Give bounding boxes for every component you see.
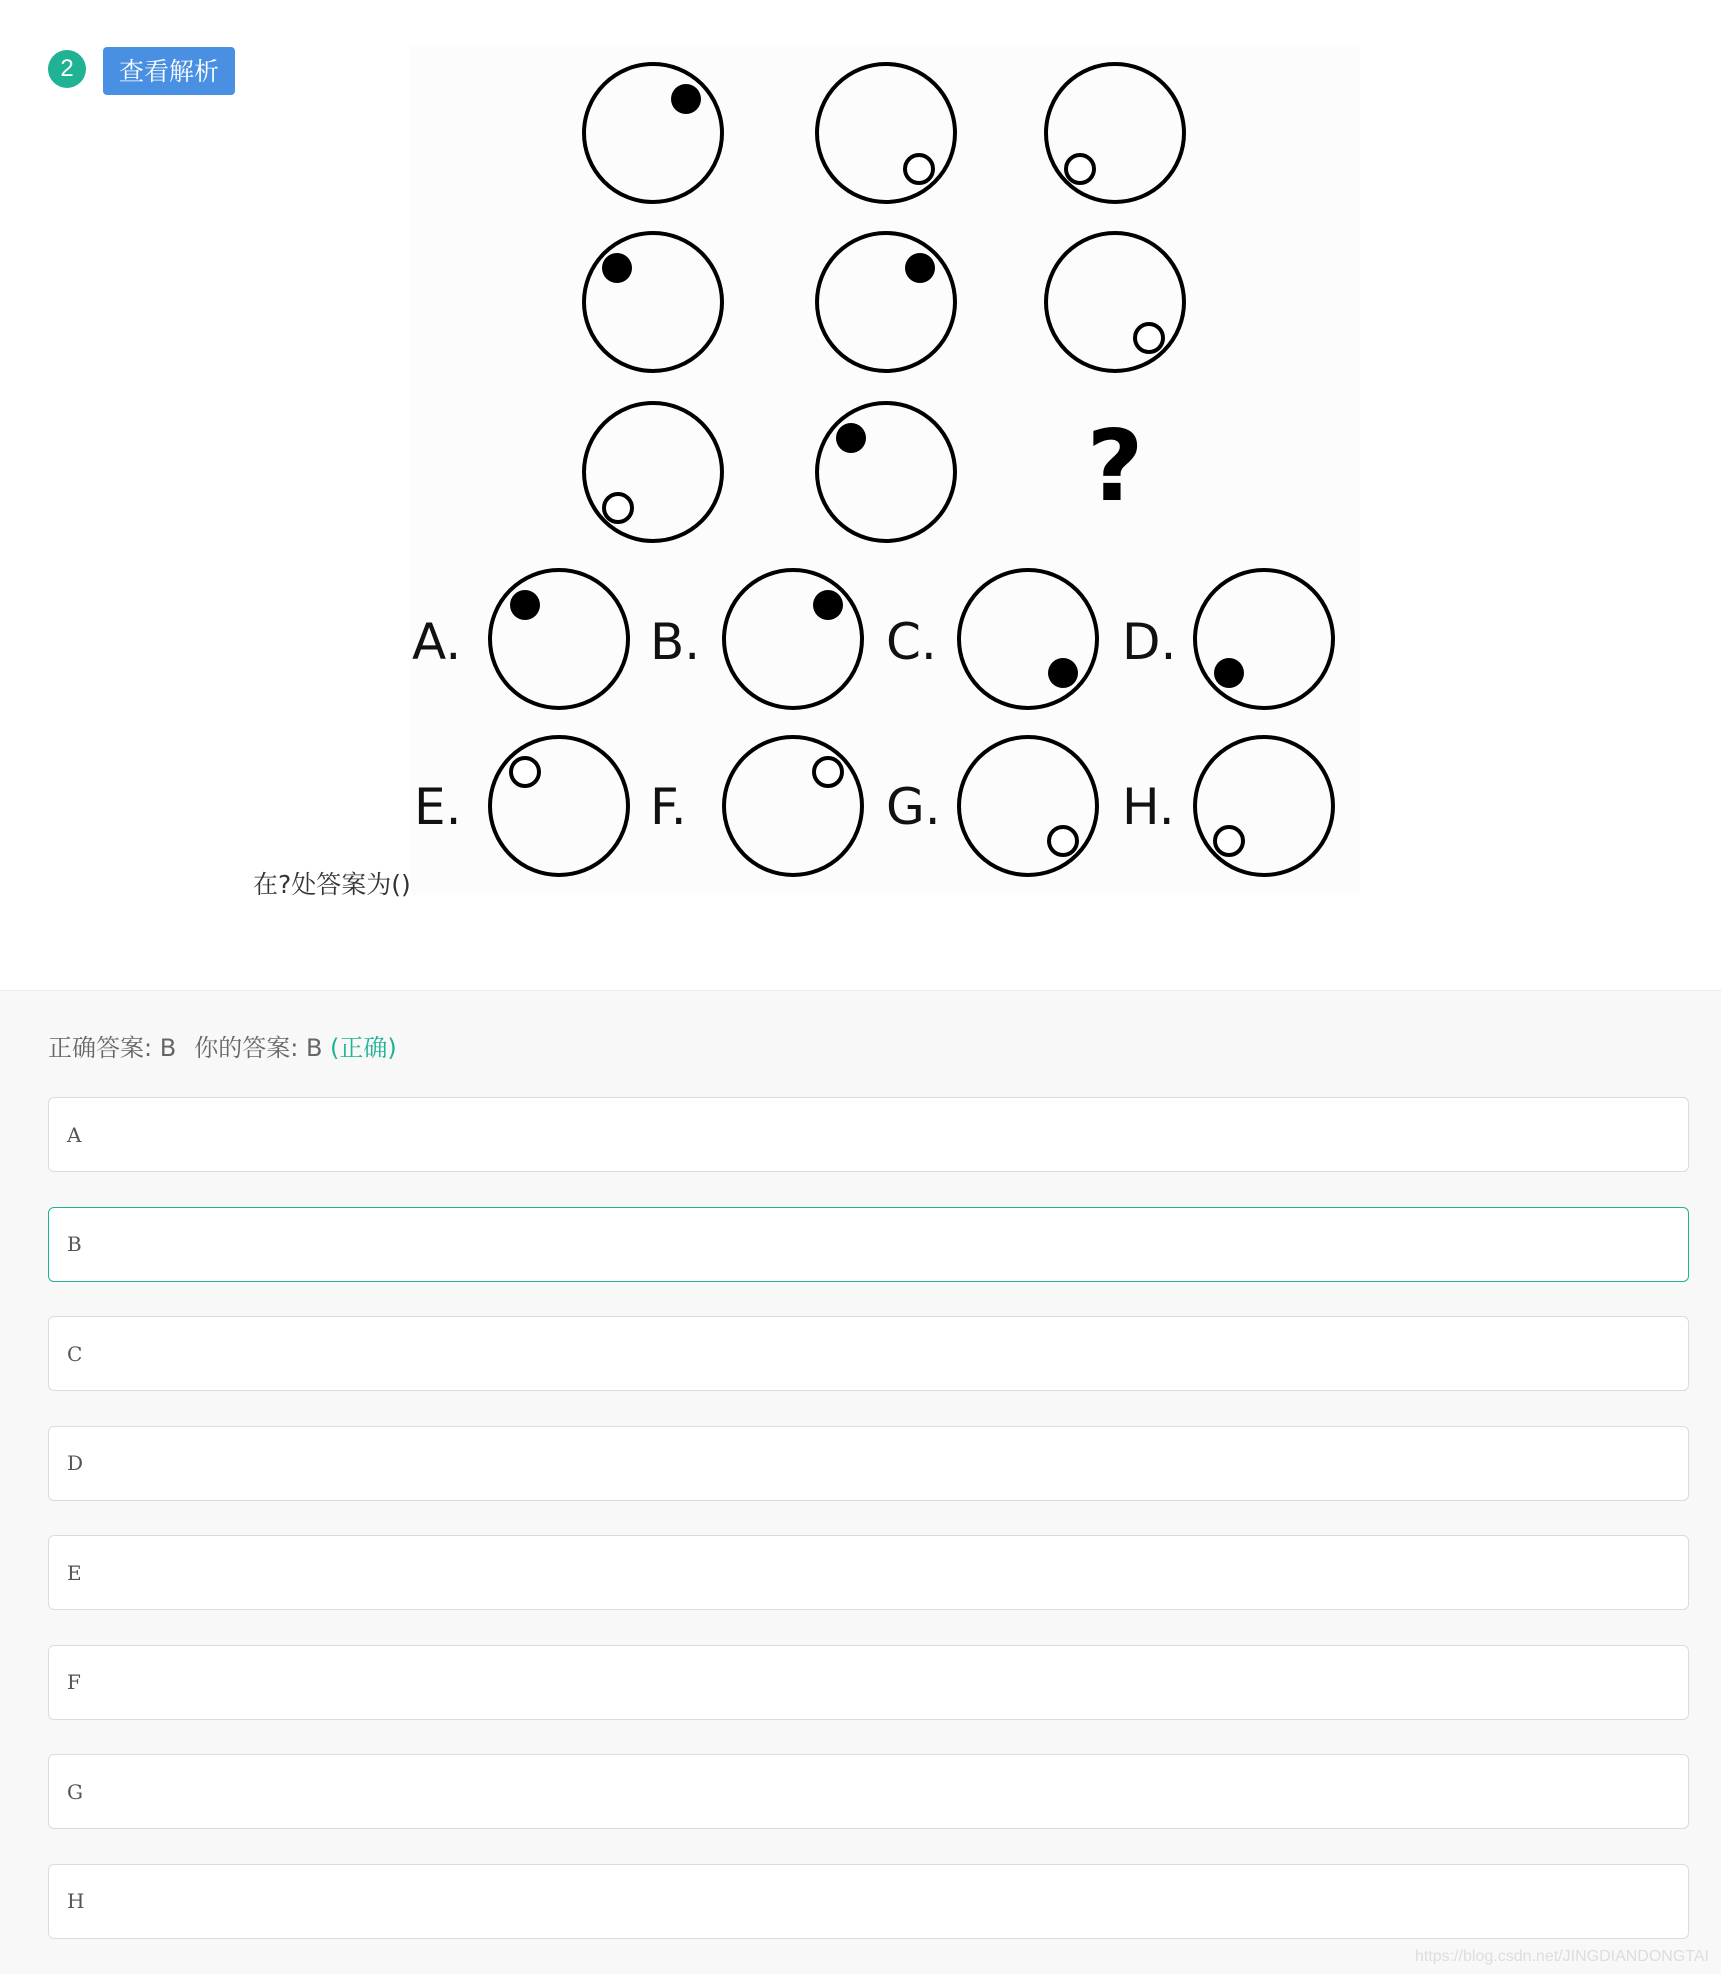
option-b-label: B. xyxy=(650,613,701,671)
option-c[interactable] xyxy=(48,1316,1689,1391)
white-dot-r1c2 xyxy=(905,155,933,183)
black-dot-option-a xyxy=(510,590,540,620)
black-dot-option-c xyxy=(1048,658,1078,688)
option-a[interactable] xyxy=(48,1097,1689,1172)
black-dot-option-d xyxy=(1214,658,1244,688)
white-dot-option-g xyxy=(1049,827,1077,855)
white-dot-r3c1 xyxy=(604,494,632,522)
option-g-circle xyxy=(959,737,1097,875)
question-number-badge: 2 xyxy=(48,50,86,88)
puzzle-figure xyxy=(410,45,1360,895)
matrix-circle-r2c3 xyxy=(1046,233,1184,371)
option-e-label: E. xyxy=(414,778,462,836)
option-g-text: G xyxy=(67,1779,83,1804)
unknown-mark: ? xyxy=(1086,410,1144,524)
option-e-circle xyxy=(490,737,628,875)
option-e-text: E xyxy=(67,1560,82,1585)
white-dot-option-f xyxy=(814,758,842,786)
option-a-label: A. xyxy=(412,613,462,671)
black-dot-option-b xyxy=(813,590,843,620)
option-f-circle xyxy=(724,737,862,875)
correct-answer-value: B xyxy=(159,1034,177,1062)
your-answer-value: B xyxy=(305,1034,323,1062)
matrix-circle-r1c3 xyxy=(1046,64,1184,202)
option-h-circle xyxy=(1195,737,1333,875)
option-a-circle xyxy=(490,570,628,708)
option-c-circle xyxy=(959,570,1097,708)
black-dot-r2c1 xyxy=(602,253,632,283)
option-c-text: C xyxy=(67,1341,83,1366)
question-prompt: 在?处答案为() xyxy=(253,870,411,899)
option-g-label: G. xyxy=(886,778,941,836)
option-e[interactable] xyxy=(48,1535,1689,1610)
option-h-label: H. xyxy=(1122,778,1175,836)
white-dot-option-e xyxy=(511,758,539,786)
option-h[interactable] xyxy=(48,1864,1689,1939)
option-h-text: H xyxy=(67,1889,85,1913)
option-d-text: D xyxy=(67,1451,84,1475)
option-f-text: F xyxy=(67,1670,81,1694)
matrix-circle-r3c2 xyxy=(817,403,955,541)
matrix-circle-r1c2 xyxy=(817,64,955,202)
white-dot-r1c3 xyxy=(1066,155,1094,183)
option-a-text: A xyxy=(67,1122,82,1147)
option-b-circle xyxy=(724,570,862,708)
option-b-text: B xyxy=(67,1232,82,1256)
answer-status: (正确) xyxy=(330,1034,397,1062)
option-f-label: F. xyxy=(650,778,687,836)
your-answer-label: 你的答案: xyxy=(194,1034,299,1062)
matrix-circle-r3c1 xyxy=(584,403,722,541)
puzzle-figure-svg xyxy=(410,45,1360,895)
option-g[interactable] xyxy=(48,1754,1689,1829)
option-b[interactable] xyxy=(48,1207,1689,1282)
matrix-circle-r2c1 xyxy=(584,233,722,371)
white-dot-r2c3 xyxy=(1135,324,1163,352)
matrix-circle-r2c2 xyxy=(817,233,955,371)
answer-panel xyxy=(0,990,1721,1974)
watermark: https://blog.csdn.net/JINGDIANDONGTAI xyxy=(1414,1948,1709,1965)
option-c-label: C. xyxy=(886,613,937,671)
correct-answer-label: 正确答案: xyxy=(48,1034,153,1062)
black-dot-r1c1 xyxy=(671,84,701,114)
white-dot-option-h xyxy=(1215,827,1243,855)
option-list xyxy=(48,1097,1689,1973)
option-f[interactable] xyxy=(48,1645,1689,1720)
option-d-label: D. xyxy=(1122,613,1177,671)
result-line xyxy=(48,1028,397,1063)
option-d-circle xyxy=(1195,570,1333,708)
option-d[interactable] xyxy=(48,1426,1689,1501)
black-dot-r2c2 xyxy=(905,253,935,283)
view-analysis-button[interactable]: 查看解析 xyxy=(103,47,235,95)
black-dot-r3c2 xyxy=(836,423,866,453)
matrix-circle-r1c1 xyxy=(584,64,722,202)
